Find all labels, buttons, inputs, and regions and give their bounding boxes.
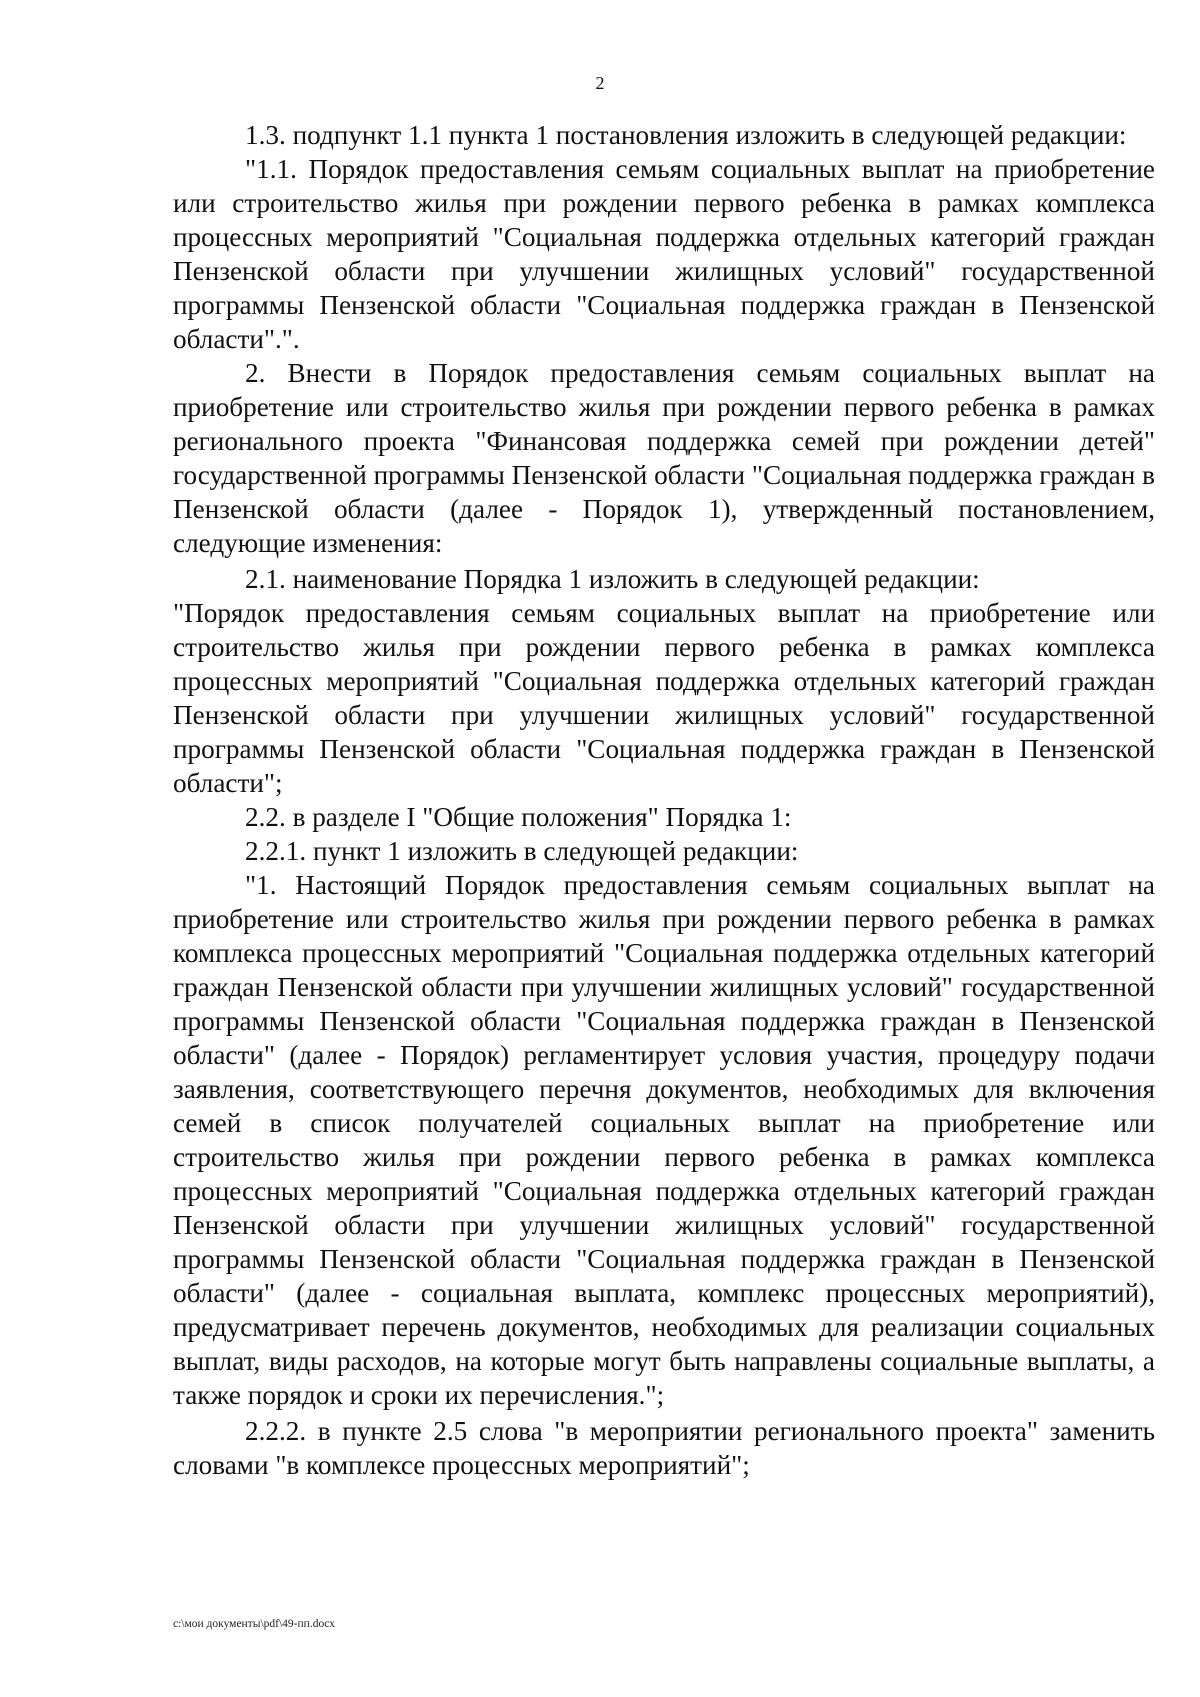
page-number: 2 <box>595 73 605 93</box>
paragraph-2-1: 2.1. наименование Порядка 1 изложить в следующей редакции: <box>245 564 980 594</box>
footer-file-path: c:\мои документы\pdf\49-пп.docx <box>173 1618 336 1630</box>
paragraph-quoted-1-1: "1.1. Порядок предоставления семьям социальных выплат на приобретение или строительство жилья при рождении первого ребенка в рамках комплекса процессных мероприятий "Социальная поддержка отдельных категорий граждан Пензенской области при улучшении жилищных условий" государственной программы Пензенской области "Социальная поддержка граждан в Пензенской области".". <box>173 154 1155 354</box>
paragraph-2-2-1: 2.2.1. пункт 1 изложить в следующей редакции: <box>245 836 799 866</box>
paragraph-quoted-point-1: "1. Настоящий Порядок предоставления семьям социальных выплат на приобретение или строительство жилья при рождении первого ребенка в рамках комплекса процессных мероприятий "Социальная поддержка отдельных категорий граждан Пензенской области при улучшении жилищных условий" государственной программы Пензенской области "Социальная поддержка граждан в Пензенской области" (далее - Порядок) регламентирует условия участия, процедуру подачи заявления, соответствующего перечня документов, необходимых для включения семей в список получателей социальных выплат на приобретение или строительство жилья при рождении первого ребенка в рамках комплекса процессных мероприятий "Социальная поддержка отдельных категорий граждан Пензенской области при улучшении жилищных условий" государственной программы Пензенской области "Социальная поддержка граждан в Пензенской области" (далее - социальная выплата, комплекс процессных мероприятий), предусматривает перечень документов, необходимых для реализации социальных выплат, виды расходов, на которые могут быть направлены социальные выплаты, а также порядок и сроки их перечисления."; <box>173 870 1155 1410</box>
paragraph-2-2: 2.2. в разделе I "Общие положения" Порядка 1: <box>245 802 792 832</box>
paragraph-2-2-2: 2.2.2. в пункте 2.5 слова "в мероприятии регионального проекта" заменить словами "в комплексе процессных мероприятий"; <box>173 1416 1155 1480</box>
paragraph-1-3: 1.3. подпункт 1.1 пункта 1 постановления изложить в следующей редакции: <box>245 120 1127 150</box>
paragraph-quoted-title: "Порядок предоставления семьям социальных выплат на приобретение или строительство жилья при рождении первого ребенка в рамках комплекса процессных мероприятий "Социальная поддержка отдельных категорий граждан Пензенской области при улучшении жилищных условий" государственной программы Пензенской области "Социальная поддержка граждан в Пензенской области"; <box>173 598 1155 798</box>
paragraph-2: 2. Внести в Порядок предоставления семьям социальных выплат на приобретение или строительство жилья при рождении первого ребенка в рамках регионального проекта "Финансовая поддержка семей при рождении детей" государственной программы Пензенской области "Социальная поддержка граждан в Пензенской области (далее - Порядок 1), утвержденный постановлением, следующие изменения: <box>173 358 1155 558</box>
document-body <box>173 118 1155 1482</box>
